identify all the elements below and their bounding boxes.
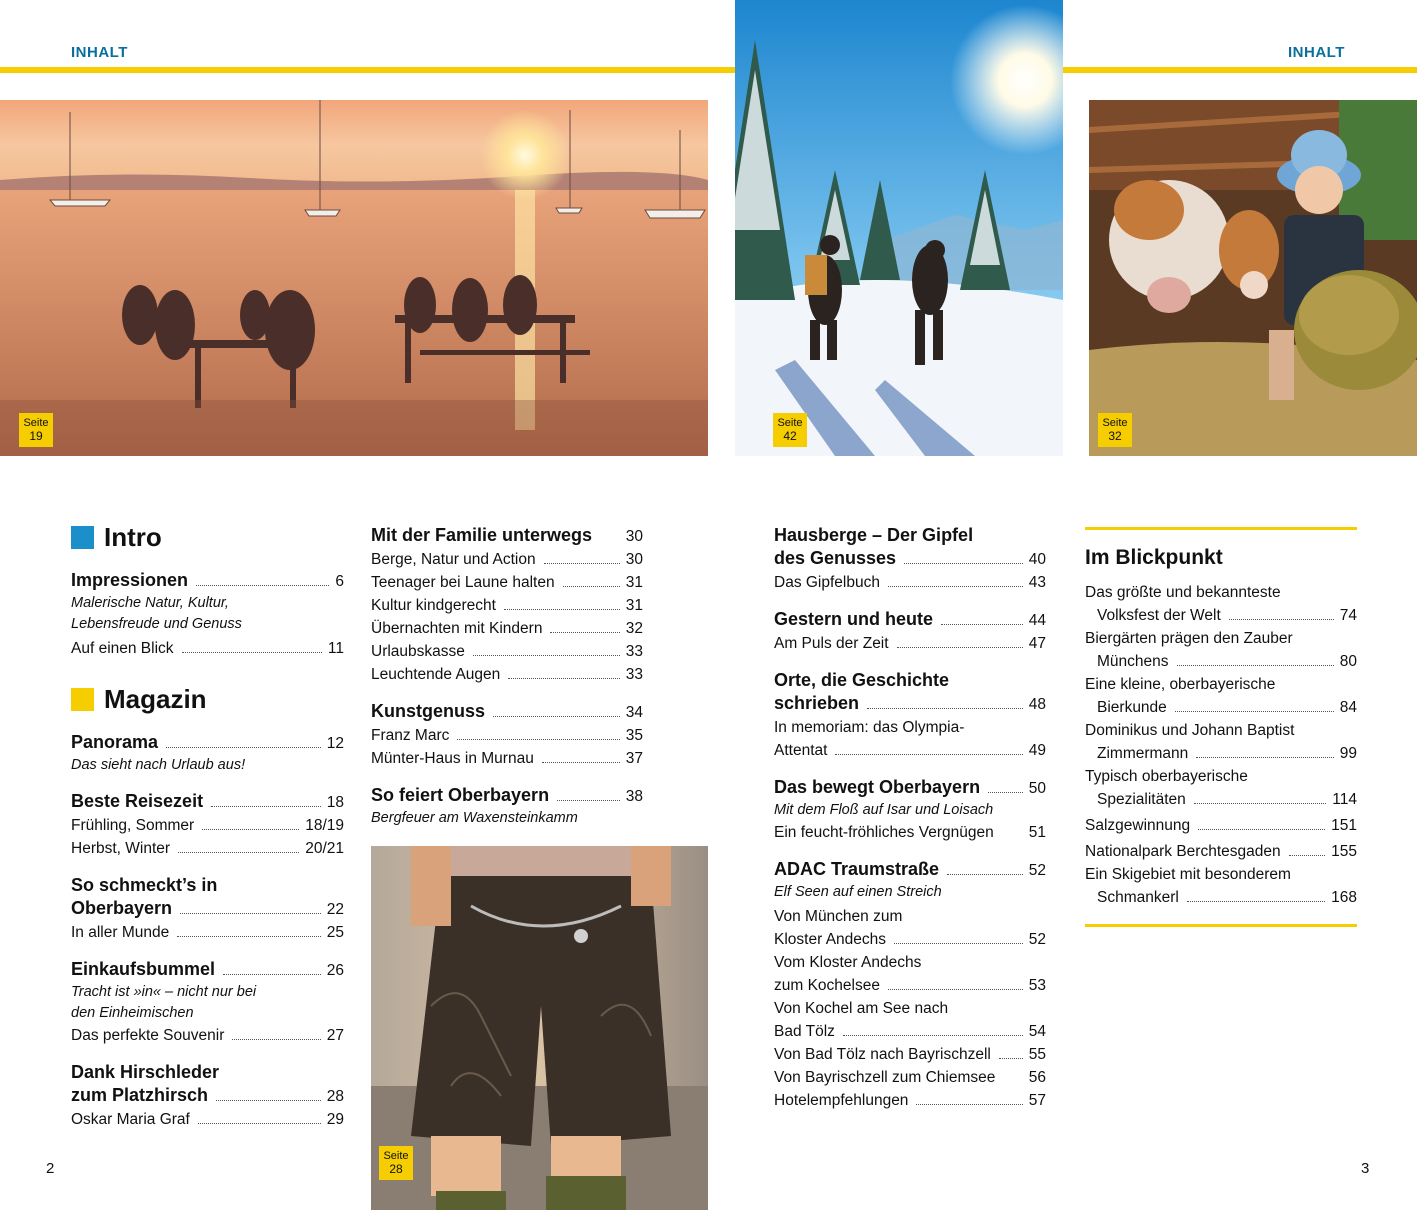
toc-entry[interactable]: zum Platzhirsch 28 [71,1085,344,1105]
photo-lake-sunset [0,100,708,456]
toc-entry[interactable]: Urlaubskasse 33 [371,643,643,660]
toc-entry[interactable]: Bierkunde 84 [1097,699,1357,716]
header-label-right: INHALT [1288,44,1345,61]
badge-number: 28 [389,1162,403,1176]
magazin-square-icon [71,688,94,711]
child-cows-image [1089,100,1417,456]
header-label-left: INHALT [71,44,128,61]
toc-entry[interactable]: Das Gipfelbuch 43 [774,574,1046,591]
toc-entry-line[interactable]: Ein Skigebiet mit besonderem [1085,866,1291,883]
toc-entry-line[interactable]: In memoriam: das Olympia- [774,719,965,736]
toc-subtitle: Bergfeuer am Waxensteinkamm [371,810,578,826]
badge-label: Seite [1102,417,1128,429]
toc-entry[interactable]: Ein feucht-fröhliches Vergnügen 51 [774,824,1046,841]
toc-entry[interactable]: Beste Reisezeit 18 [71,791,344,811]
toc-entry-line[interactable]: Typisch oberbayerische [1085,768,1248,785]
toc-entry[interactable]: Volksfest der Welt 74 [1097,607,1357,624]
toc-entry[interactable]: Von Bayrischzell zum Chiemsee 56 [774,1069,1046,1086]
toc-entry[interactable]: Mit der Familie unterwegs 30 [371,525,643,545]
toc-column-2 [371,524,643,829]
toc-entry[interactable]: Spezialitäten 114 [1097,791,1357,808]
blickpunkt-top-rule [1085,527,1357,530]
toc-entry-line[interactable]: Dank Hirschleder [71,1062,220,1082]
toc-entry-line[interactable]: Von München zum [774,908,903,925]
toc-entry[interactable]: Zimmermann 99 [1097,745,1357,762]
toc-entry[interactable]: Herbst, Winter 20/21 [71,840,344,857]
photo-child-cows [1089,100,1417,456]
toc-entry-line[interactable]: Orte, die Geschichte [774,670,950,690]
lake-sunset-image [0,100,708,456]
page-badge [1098,413,1132,447]
toc-entry-line[interactable]: Vom Kloster Andechs [774,954,922,971]
section-heading-magazin [71,684,344,715]
toc-entry[interactable]: Auf einen Blick 11 [71,640,344,657]
toc-entry[interactable]: Gestern und heute 44 [774,609,1046,629]
toc-entry[interactable]: zum Kochelsee 53 [774,977,1046,994]
photo-snow-hikers [735,0,1063,456]
page-badge [379,1146,413,1180]
toc-subtitle: den Einheimischen [71,1005,194,1021]
toc-subtitle: Malerische Natur, Kultur, [71,595,229,611]
toc-entry[interactable]: Das bewegt Oberbayern 50 [774,777,1046,797]
toc-entry[interactable]: Kultur kindgerecht 31 [371,597,643,614]
toc-entry[interactable]: Kunstgenuss 34 [371,701,643,721]
toc-entry-line[interactable]: Eine kleine, oberbayerische [1085,676,1276,693]
toc-entry-line[interactable]: Das größte und bekannteste [1085,584,1281,601]
toc-entry[interactable]: Von Bad Tölz nach Bayrischzell 55 [774,1046,1046,1063]
header-rule-right [1063,67,1417,73]
intro-square-icon [71,526,94,549]
badge-label: Seite [777,417,803,429]
photo-lederhosen [371,846,708,1210]
toc-column-4 [1085,545,1357,909]
toc-entry-line[interactable]: Biergärten prägen den Zauber [1085,630,1293,647]
toc-entry-line[interactable]: Hausberge – Der Gipfel [774,525,974,545]
toc-entry[interactable]: Am Puls der Zeit 47 [774,635,1046,652]
section-title: Magazin [104,684,207,714]
badge-number: 19 [29,429,43,443]
toc-entry[interactable]: Einkaufsbummel 26 [71,959,344,979]
toc-entry-line[interactable]: Von Kochel am See nach [774,1000,949,1017]
toc-entry[interactable]: Münchens 80 [1097,653,1357,670]
page-number-right: 3 [1361,1160,1370,1177]
section-title: Intro [104,522,162,552]
toc-entry[interactable]: Franz Marc 35 [371,727,643,744]
badge-number: 42 [783,429,797,443]
snow-hikers-image [735,0,1063,456]
toc-entry[interactable]: Hotelempfehlungen 57 [774,1092,1046,1109]
toc-entry[interactable]: Frühling, Sommer 18/19 [71,817,344,834]
toc-subtitle: Das sieht nach Urlaub aus! [71,757,246,773]
toc-entry[interactable]: Nationalpark Berchtesgaden 155 [1085,843,1357,860]
toc-column-3 [774,524,1046,1112]
toc-entry[interactable]: Oberbayern 22 [71,898,344,918]
toc-entry[interactable]: Kloster Andechs 52 [774,931,1046,948]
badge-number: 32 [1108,429,1122,443]
lederhosen-image [371,846,708,1210]
toc-entry[interactable]: Münter-Haus in Murnau 37 [371,750,643,767]
page-badge [773,413,807,447]
section-heading-intro [71,522,344,553]
toc-entry[interactable]: Attentat 49 [774,742,1046,759]
toc-subtitle: Lebensfreude und Genuss [71,616,242,632]
toc-entry[interactable]: In aller Munde 25 [71,924,344,941]
toc-entry[interactable]: Panorama 12 [71,732,344,752]
toc-entry[interactable]: Impressionen 6 [71,570,344,590]
toc-entry-line[interactable]: So schmeckt’s in [71,875,218,895]
toc-entry[interactable]: Leuchtende Augen 33 [371,666,643,683]
toc-subtitle: Tracht ist »in« – nicht nur bei [71,984,257,1000]
toc-entry[interactable]: Teenager bei Laune halten 31 [371,574,643,591]
toc-entry[interactable]: Oskar Maria Graf 29 [71,1111,344,1128]
badge-label: Seite [383,1150,409,1162]
header-rule-left [0,67,735,73]
toc-entry[interactable]: So feiert Oberbayern 38 [371,785,643,805]
toc-entry[interactable]: Salzgewinnung 151 [1085,817,1357,834]
toc-entry[interactable]: Berge, Natur und Action 30 [371,551,643,568]
toc-entry[interactable]: schrieben 48 [774,693,1046,713]
blickpunkt-title: Im Blickpunkt [1085,546,1223,569]
toc-entry[interactable]: Übernachten mit Kindern 32 [371,620,643,637]
toc-entry[interactable]: ADAC Traumstraße 52 [774,859,1046,879]
toc-column-1 [71,522,344,1131]
page-number-left: 2 [46,1160,55,1177]
toc-entry[interactable]: des Genusses 40 [774,548,1046,568]
toc-subtitle: Elf Seen auf einen Streich [774,884,942,900]
toc-entry-line[interactable]: Dominikus und Johann Baptist [1085,722,1295,739]
toc-entry[interactable]: Schmankerl 168 [1097,889,1357,906]
toc-subtitle: Mit dem Floß auf Isar und Loisach [774,802,994,818]
toc-entry[interactable]: Bad Tölz 54 [774,1023,1046,1040]
badge-label: Seite [23,417,49,429]
blickpunkt-bottom-rule [1085,924,1357,927]
page-badge [19,413,53,447]
toc-entry[interactable]: Das perfekte Souvenir 27 [71,1027,344,1044]
